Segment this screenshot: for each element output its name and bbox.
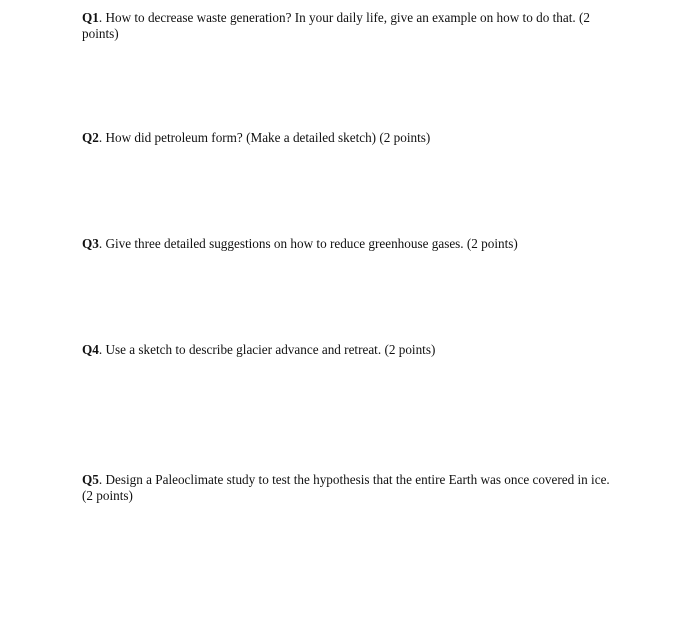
question-4-number: Q4: [82, 342, 99, 357]
question-5: [82, 472, 622, 504]
question-4: [82, 342, 622, 358]
question-5-text: . Design a Paleoclimate study to test the hypothesis that the entire Earth was once covered in ice. (2 points): [82, 472, 610, 503]
question-3: [82, 236, 622, 252]
question-2: [82, 130, 622, 146]
question-5-number: Q5: [82, 472, 99, 487]
question-1: [82, 10, 622, 42]
question-2-number: Q2: [82, 130, 99, 145]
question-3-text: . Give three detailed suggestions on how to reduce greenhouse gases. (2 points): [98, 236, 518, 251]
question-1-number: Q1: [82, 10, 99, 25]
question-3-number: Q3: [82, 236, 99, 251]
question-1-text: . How to decrease waste generation? In your daily life, give an example on how to do that. (2 points): [82, 10, 590, 41]
question-2-text: . How did petroleum form? (Make a detailed sketch) (2 points): [98, 130, 431, 145]
question-4-text: . Use a sketch to describe glacier advance and retreat. (2 points): [98, 342, 436, 357]
